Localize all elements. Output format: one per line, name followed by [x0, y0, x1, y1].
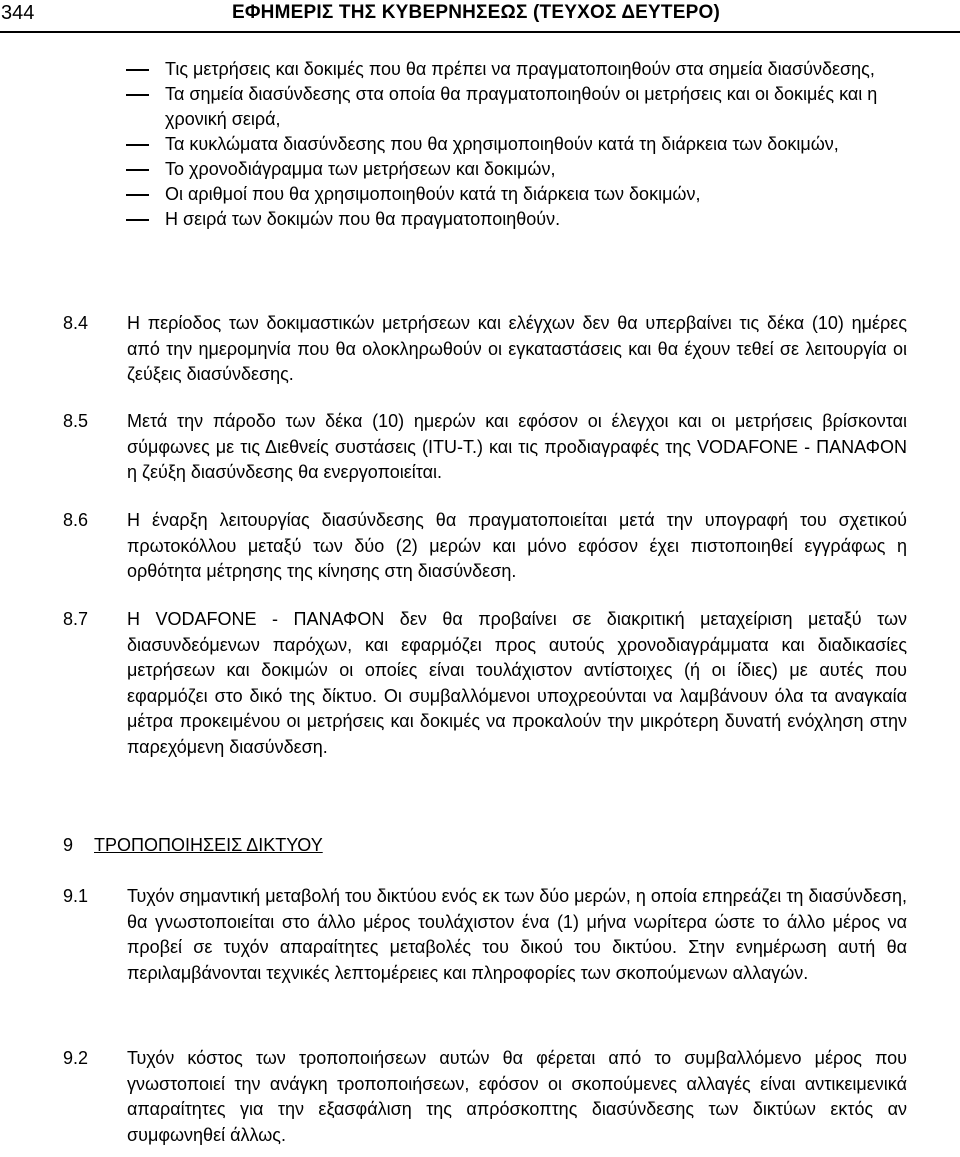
paragraph-9-1: [63, 884, 907, 986]
list-item: [126, 207, 906, 232]
list-item: [126, 82, 906, 132]
dash-icon: [126, 194, 149, 196]
list-item-text: Τις μετρήσεις και δοκιμές που θα πρέπει να πραγματοποιηθούν στα σημεία διασύνδεσης,: [165, 59, 875, 79]
list-item-text: Τα κυκλώματα διασύνδεσης που θα χρησιμοποιηθούν κατά τη διάρκεια των δοκιμών,: [165, 134, 839, 154]
paragraph-number: 9.2: [63, 1048, 89, 1068]
page-number: 344: [1, 2, 35, 24]
list-item-text: Το χρονοδιάγραμμα των μετρήσεων και δοκιμών,: [165, 159, 556, 179]
paragraph-text: Τυχόν κόστος των τροποποιήσεων αυτών θα φέρεται από το συμβαλλόμενο μέρος που γνωστοποιεί την ανάγκη τροποποιήσεων, εφόσον οι σκοπούμενες αλλαγές είναι αντικειμενικά απαραίτητες για την εξασφάλιση της απρόσκοπτης διασύνδεσης των δικτύων εκτός αν συμφωνηθεί άλλως.: [127, 1048, 907, 1145]
paragraph-text: Τυχόν σημαντική μεταβολή του δικτύου ενός εκ των δύο μερών, η οποία επηρεάζει τη διασύνδεση, θα γνωστοποιείται στο άλλο μέρος τουλάχιστον ένα (1) μήνα νωρίτερα ώστε το άλλο μέρος να προβεί σε τυχόν απαραίτητες μεταβολές του δικού του δικτύου. Στην ενημέρωση αυτή θα περιλαμβάνονται τεχνικές λεπτομέρειες και πληροφορίες των σκοπούμενων αλλαγών.: [127, 886, 907, 983]
page-header: [0, 0, 960, 34]
dash-icon: [126, 94, 149, 96]
paragraph-number: 8.5: [63, 411, 89, 431]
list-item: [126, 182, 906, 207]
paragraph-number: 8.4: [63, 313, 89, 333]
list-item-text: Οι αριθμοί που θα χρησιμοποιηθούν κατά τη διάρκεια των δοκιμών,: [165, 184, 701, 204]
paragraph-text: Η VODAFONE - ΠΑΝΑΦΟΝ δεν θα προβαίνει σε διακριτική μεταχείριση μεταξύ των διασυνδεόμενων παρόχων, και εφαρμόζει προς αυτούς χρονοδιαγράμματα και διαδικασίες μετρήσεων και δοκιμών οι οποίες είναι τουλάχιστον αντίστοιχες (ή οι ίδιες) με αυτές που εφαρμόζει στο δικό της δίκτυο. Οι συμβαλλόμενοι υποχρεούνται να λαμβάνουν όλα τα αναγκαία μέτρα προκειμένου οι μετρήσεις και δοκιμές να προκαλούν την μικρότερη δυνατή ενόχληση στην παρεχόμενη διασύνδεση.: [127, 609, 907, 757]
paragraph-8-4: [63, 311, 907, 388]
list-item: [126, 57, 906, 82]
dash-icon: [126, 69, 149, 71]
paragraph-9-2: [63, 1046, 907, 1148]
section-title: ΤΡΟΠΟΠΟΙΗΣΕΙΣ ΔΙΚΤΥΟΥ: [94, 835, 323, 855]
paragraph-8-7: [63, 607, 907, 760]
dash-icon: [126, 144, 149, 146]
bullet-list: [126, 57, 906, 232]
paragraph-number: 8.6: [63, 510, 89, 530]
list-item: [126, 132, 906, 157]
paragraph-number: 8.7: [63, 609, 89, 629]
paragraph-8-6: [63, 508, 907, 585]
paragraph-8-5: [63, 409, 907, 486]
header-rule: [0, 31, 960, 33]
dash-icon: [126, 169, 149, 171]
paragraph-text: Η έναρξη λειτουργίας διασύνδεσης θα πραγματοποιείται μετά την υπογραφή του σχετικού πρωτοκόλλου μεταξύ των δύο (2) μερών και μόνο εφόσον έχει πιστοποιηθεί εγγράφως η ορθότητα μέτρησης της κίνησης στη διασύνδεση.: [127, 510, 907, 581]
gazette-title: ΕΦΗΜΕΡΙΣ ΤΗΣ ΚΥΒΕΡΝΗΣΕΩΣ (ΤΕΥΧΟΣ ΔΕΥΤΕΡΟ): [232, 2, 720, 23]
paragraph-text: Η περίοδος των δοκιμαστικών μετρήσεων και ελέγχων δεν θα υπερβαίνει τις δέκα (10) ημέρες από την ημερομηνία που θα ολοκληρωθούν οι εγκαταστάσεις και θα έχουν τεθεί σε λειτουργία οι ζεύξεις διασύνδεσης.: [127, 313, 907, 384]
paragraph-number: 9.1: [63, 886, 89, 906]
paragraph-text: Μετά την πάροδο των δέκα (10) ημερών και εφόσον οι έλεγχοι και οι μετρήσεις βρίσκονται σύμφωνες με τις Διεθνείς συστάσεις (ITU-T.) και τις προδιαγραφές της VODAFONE - ΠΑΝΑΦΟΝ η ζεύξη διασύνδεσης θα ενεργοποιείται.: [127, 411, 907, 482]
section-number: 9: [63, 835, 74, 855]
list-item-text: Η σειρά των δοκιμών που θα πραγματοποιηθούν.: [165, 209, 561, 229]
dash-icon: [126, 219, 149, 221]
list-item: [126, 157, 906, 182]
list-item-text: Τα σημεία διασύνδεσης στα οποία θα πραγματοποιηθούν οι μετρήσεις και οι δοκιμές και η χρονική σειρά,: [165, 84, 878, 129]
